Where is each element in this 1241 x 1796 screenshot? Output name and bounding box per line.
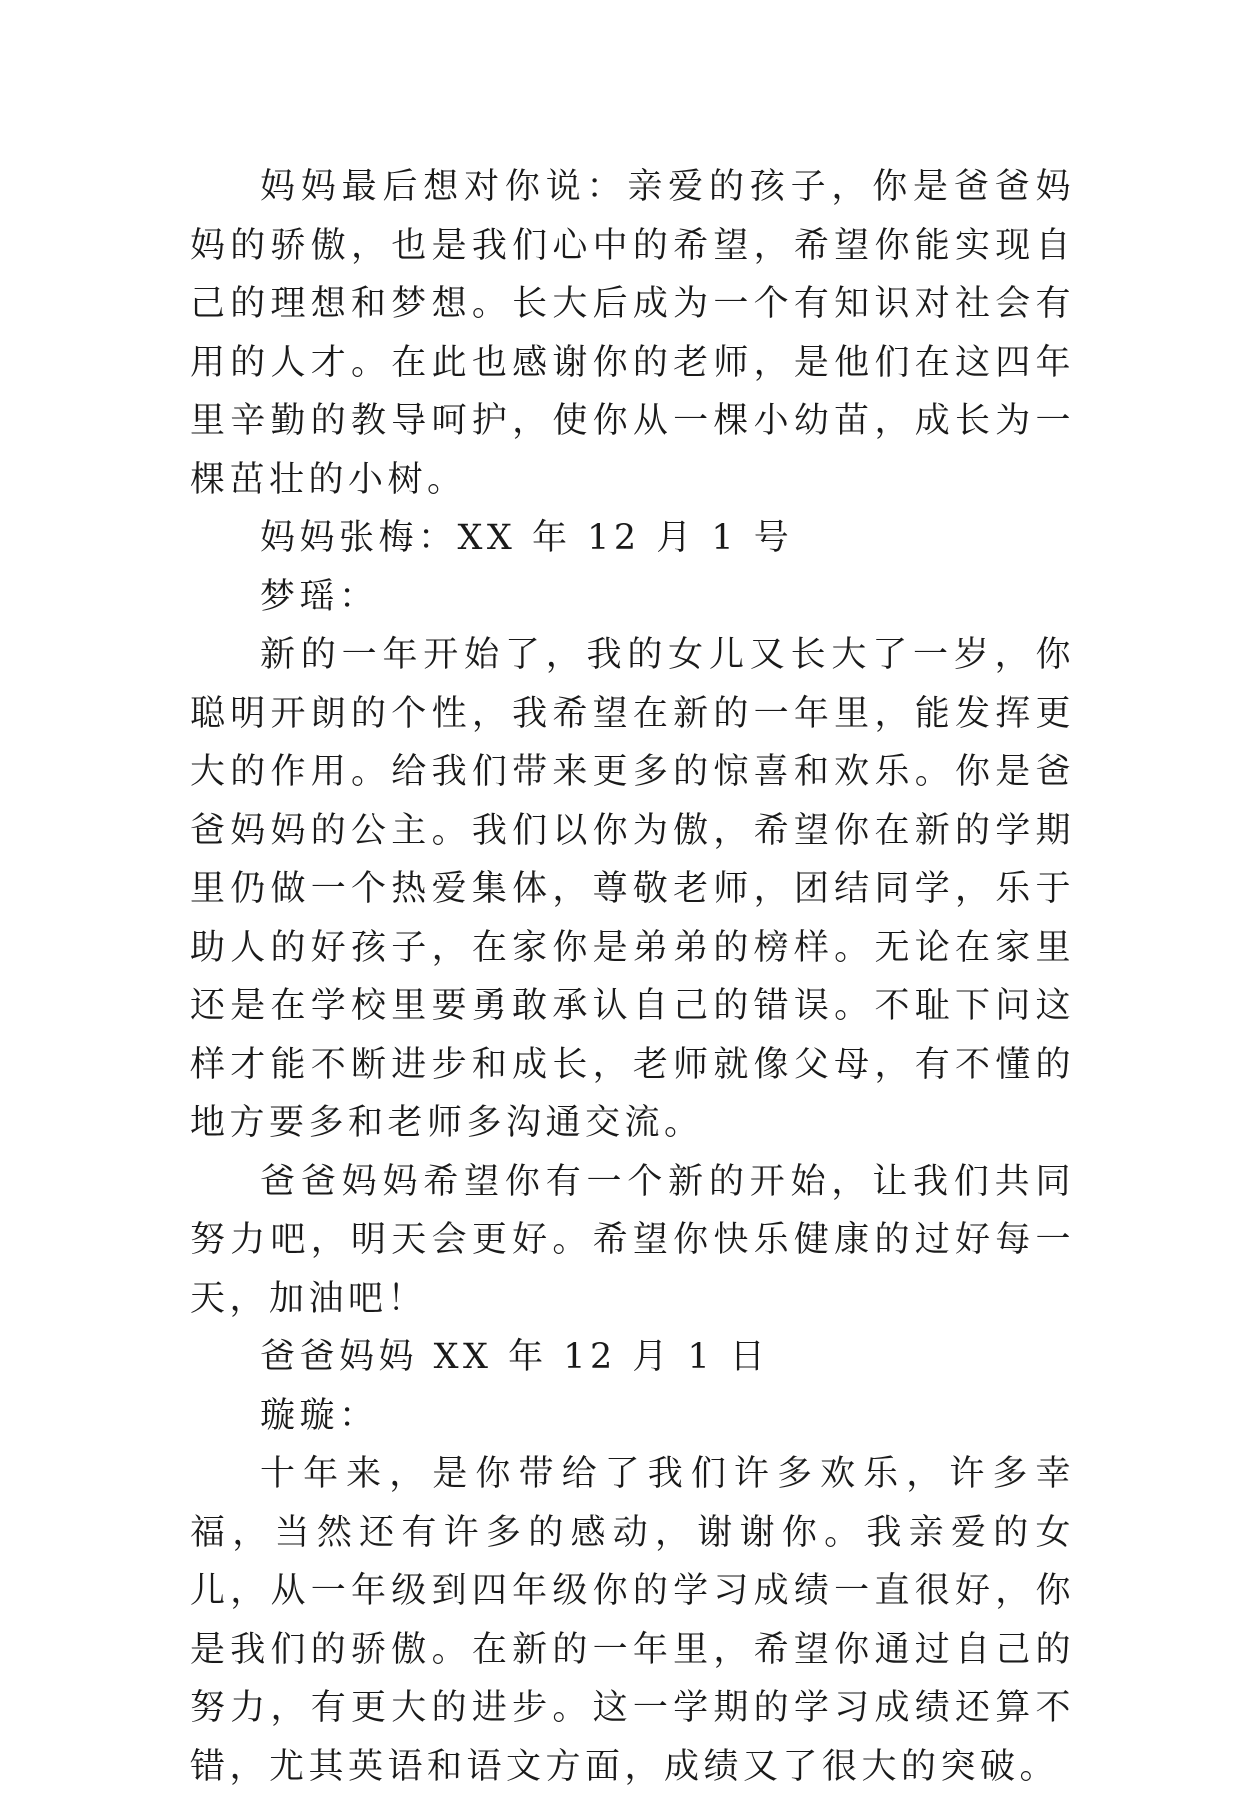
- salutation-mengyao: 梦瑶：: [260, 576, 379, 617]
- salutation-xuanxuan: 璇璇：: [260, 1395, 379, 1436]
- paragraph-new-year: 新的一年开始了，我的女儿又长大了一岁，你聪明开朗的个性，我希望在新的一年里，能发挥更大的作用。给我们带来更多的惊喜和欢乐。你是爸爸妈妈的公主。我们以你为傲，希望你在新的学期里仍做一个热爱集体，尊敬老师，团结同学，乐于助人的好孩子，在家你是弟弟的榜样。无论在家里还是在学校里要勇敢承认自己的错误。不耻下问这样才能不断进步和成长，老师就像父母，有不懂的地方要多和老师多沟通交流。: [190, 635, 1075, 1143]
- document-page: [190, 158, 1075, 1796]
- paragraph-new-start: 爸爸妈妈希望你有一个新的开始，让我们共同努力吧，明天会更好。希望你快乐健康的过好每一天，加油吧！: [190, 1161, 1075, 1319]
- paragraph-ten-years: 十年来，是你带给了我们许多欢乐，许多幸福，当然还有许多的感动，谢谢你。我亲爱的女儿，从一年级到四年级你的学习成绩一直很好，你是我们的骄傲。在新的一年里，希望你通过自己的努力，有更大的进步。这一学期的学习成绩还算不错，尤其英语和语文方面，成绩又了很大的突破。: [190, 1454, 1075, 1787]
- signature-mom-zhangmei: 妈妈张梅：XX 年 12 月 1 号: [260, 518, 794, 558]
- paragraph-mom-closing: 妈妈最后想对你说：亲爱的孩子，你是爸爸妈妈的骄傲，也是我们心中的希望，希望你能实现自己的理想和梦想。长大后成为一个有知识对社会有用的人才。在此也感谢你的老师，是他们在这四年里辛勤的教导呵护，使你从一棵小幼苗，成长为一棵茁壮的小树。: [190, 167, 1075, 500]
- signature-parents: 爸爸妈妈 XX 年 12 月 1 日: [260, 1337, 770, 1377]
